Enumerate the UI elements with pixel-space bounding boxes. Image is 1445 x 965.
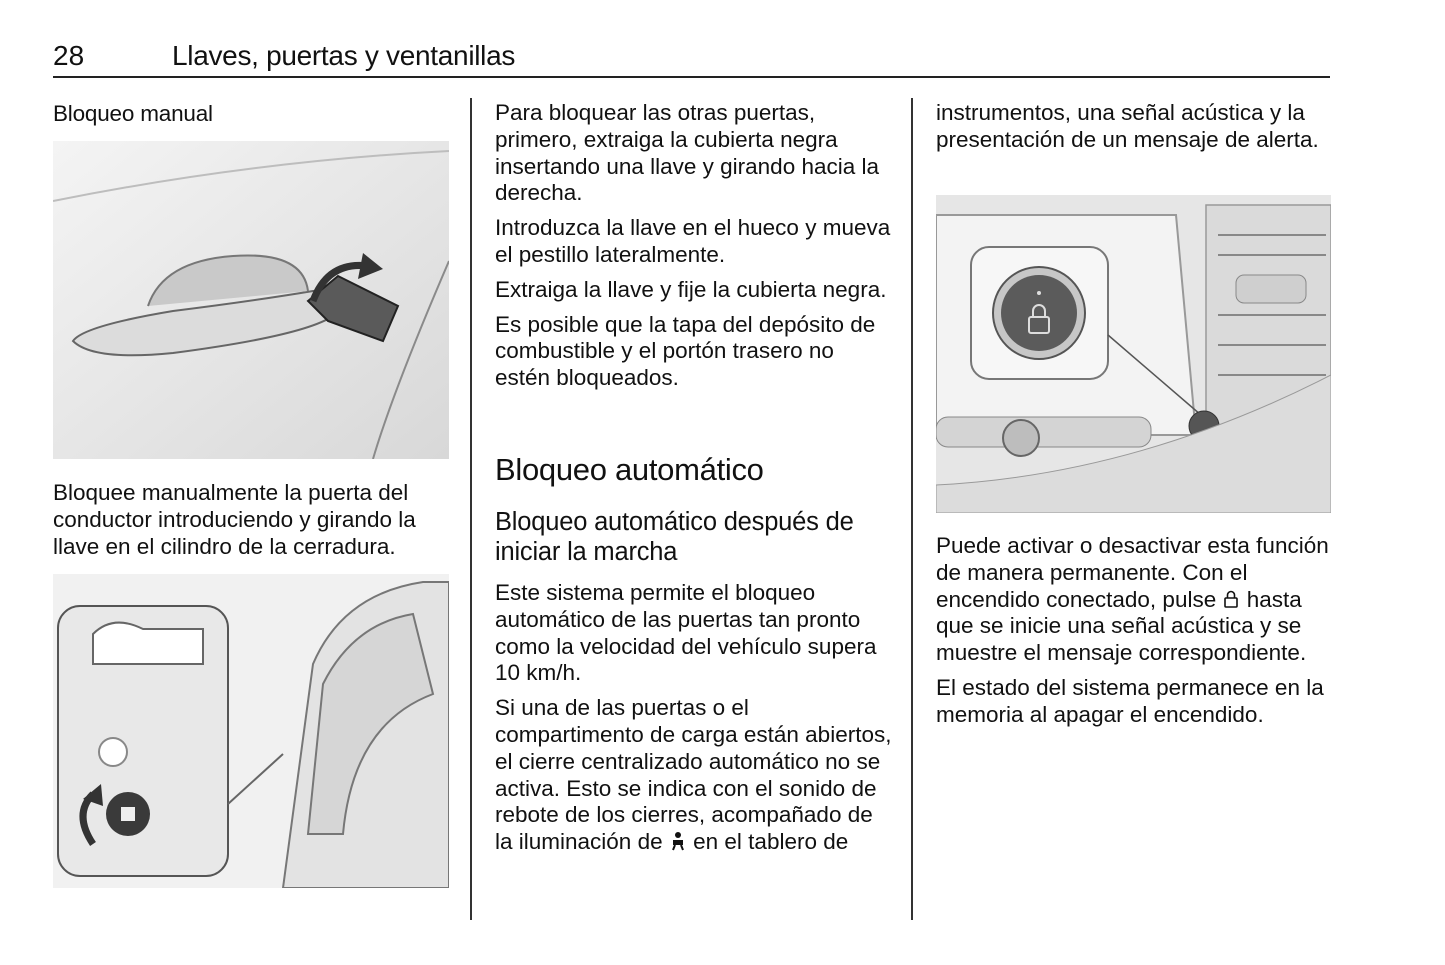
column-3-text-top (936, 100, 1336, 162)
figure-door-handle (53, 141, 449, 459)
paragraph-activate-function (936, 533, 1336, 667)
paragraph-door-open-text-a: Si una de las puertas o el compartimento de carga están abiertos, el cierre centralizado automático no se activa. Esto se indica con el sonido de rebote de los cierres, acompañado de la iluminación de (495, 695, 892, 855)
paragraph-door-open-warning (495, 695, 895, 856)
heading-auto-lock: Bloqueo automático (495, 452, 764, 487)
header-rule (53, 76, 1330, 78)
door-handle-illustration (53, 141, 449, 459)
paragraph-auto-lock-speed: Este sistema permite el bloqueo automático de las puertas tan pronto como la velocidad del vehículo supera 10 km/h. (495, 580, 877, 686)
column-3-text-bottom (936, 533, 1336, 737)
rear-door-illustration (53, 574, 449, 888)
paragraph-activate-text-b: hasta que se inicie una señal acústica y se muestre el mensaje correspondiente. (936, 586, 1307, 666)
paragraph-instruments: instrumentos, una señal acústica y la presentación de un mensaje de alerta. (936, 100, 1319, 152)
subheading-auto-lock-drive: Bloqueo automático después de iniciar la marcha (495, 508, 854, 566)
subheading-manual-lock: Bloqueo manual (53, 101, 213, 126)
paragraph-insert-key: Introduzca la llave en el hueco y mueva el pestillo lateralmente. (495, 215, 891, 267)
door-open-warning-icon (669, 831, 687, 851)
column-divider-left (470, 98, 472, 920)
manual-lock-paragraph-block (53, 480, 453, 568)
paragraph-memory-state: El estado del sistema permanece en la memoria al apagar el encendido. (936, 674, 1324, 727)
page-number: 28 (53, 40, 85, 71)
lock-icon (1222, 589, 1240, 609)
paragraph-door-open-text-b: en el tablero de (693, 829, 849, 855)
paragraph-remove-key: Extraiga la llave y fije la cubierta negra. (495, 276, 887, 302)
column-divider-right (911, 98, 913, 920)
paragraph-fuel-cap: Es posible que la tapa del depósito de combustible y el portón trasero no estén bloqueados. (495, 311, 876, 391)
column-2-text-top (495, 100, 895, 400)
figure-lock-button (936, 195, 1331, 513)
column-2-text-bottom (495, 580, 895, 864)
chapter-title: Llaves, puertas y ventanillas (172, 40, 516, 71)
paragraph-activate-text-a: Puede activar o desactivar esta función de manera permanente. Con el encendido conectado, pulse (936, 533, 1329, 612)
dashboard-lock-button-illustration (936, 195, 1331, 513)
manual-lock-paragraph: Bloquee manualmente la puerta del conductor introduciendo y girando la llave en el cilindro de la cerradura. (53, 480, 416, 559)
figure-rear-door (53, 574, 449, 888)
paragraph-other-doors: Para bloquear las otras puertas, primero, extraiga la cubierta negra insertando una llave y girando hacia la derecha. (495, 100, 880, 206)
